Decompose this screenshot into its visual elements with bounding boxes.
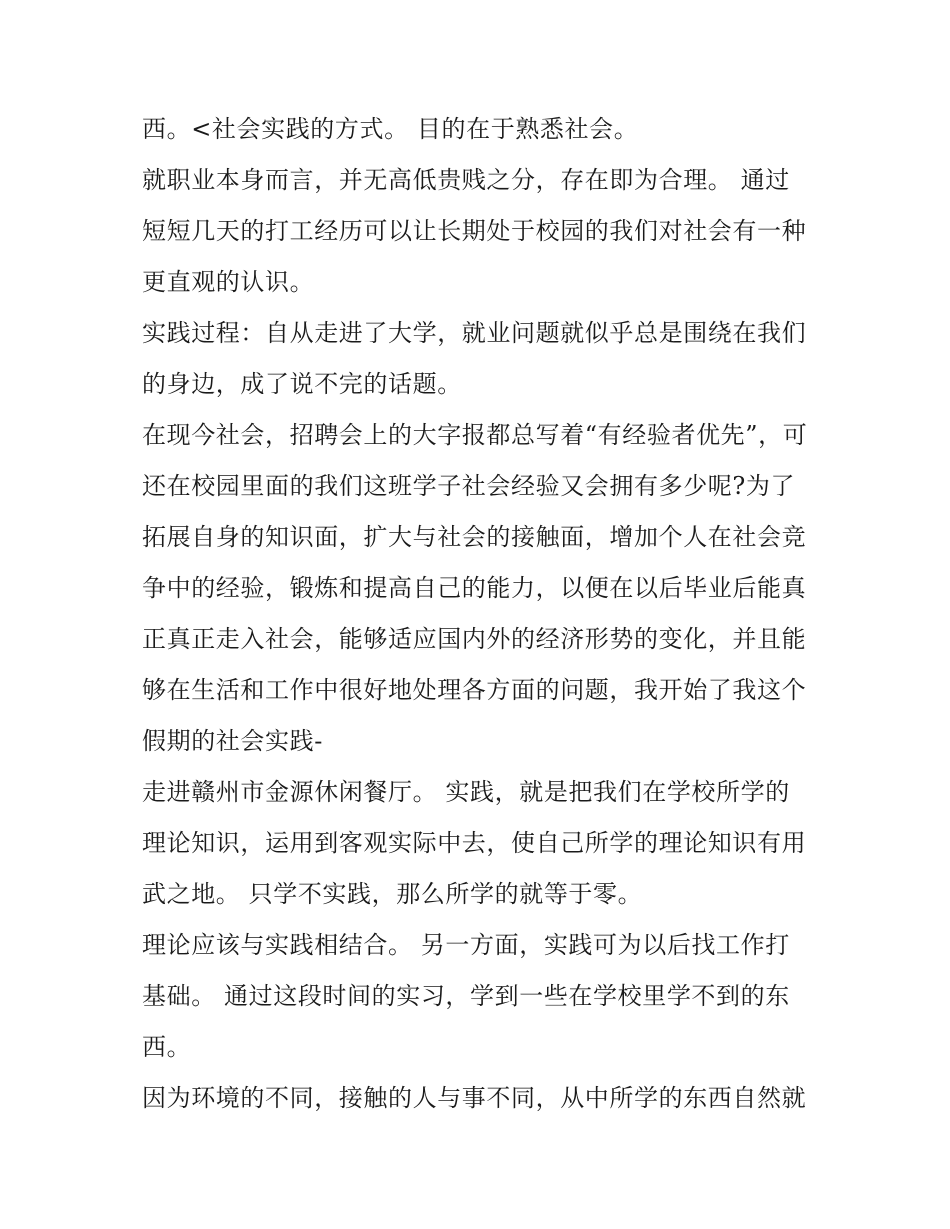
text-line: 西。	[142, 1033, 192, 1061]
text-line: 在现今社会，招聘会上的大字报都总写着“有经验者优先”，可	[142, 421, 808, 449]
text-line: 理论应该与实践相结合。 另一方面，实践可为以后找工作打	[142, 931, 790, 959]
text-line: 还在校园里面的我们这班学子社会经验又会拥有多少呢?为了	[142, 472, 796, 500]
text-line: 就职业本身而言，并无高低贵贱之分，存在即为合理。 通过	[142, 166, 790, 194]
text-line: 的身边，成了说不完的话题。	[142, 370, 462, 398]
text-line: 短短几天的打工经历可以让长期处于校园的我们对社会有一种	[142, 217, 807, 245]
text-line: 正真正走入社会，能够适应国内外的经济形势的变化，并且能	[142, 625, 807, 653]
text-line: 西。<社会实践的方式。 目的在于熟悉社会。	[142, 115, 639, 143]
text-line: 理论知识，运用到客观实际中去，使自己所学的理论知识有用	[142, 829, 807, 857]
text-line: 走进赣州市金源休闲餐厅。 实践，就是把我们在学校所学的	[142, 778, 790, 806]
text-line: 实践过程：自从走进了大学，就业问题就似乎总是围绕在我们	[142, 319, 807, 347]
text-line: 够在生活和工作中很好地处理各方面的问题，我开始了我这个	[142, 676, 807, 704]
document-body	[142, 104, 822, 1124]
text-line: 因为环境的不同，接触的人与事不同，从中所学的东西自然就	[142, 1084, 807, 1112]
text-line: 争中的经验，锻炼和提高自己的能力，以便在以后毕业后能真	[142, 574, 807, 602]
text-line: 基础。 通过这段时间的实习，学到一些在学校里学不到的东	[142, 982, 790, 1010]
text-line: 武之地。 只学不实践，那么所学的就等于零。	[142, 880, 643, 908]
text-line: 更直观的认识。	[142, 268, 315, 296]
text-line: 假期的社会实践-	[142, 727, 323, 755]
text-line: 拓展自身的知识面，扩大与社会的接触面，增加个人在社会竞	[142, 523, 807, 551]
